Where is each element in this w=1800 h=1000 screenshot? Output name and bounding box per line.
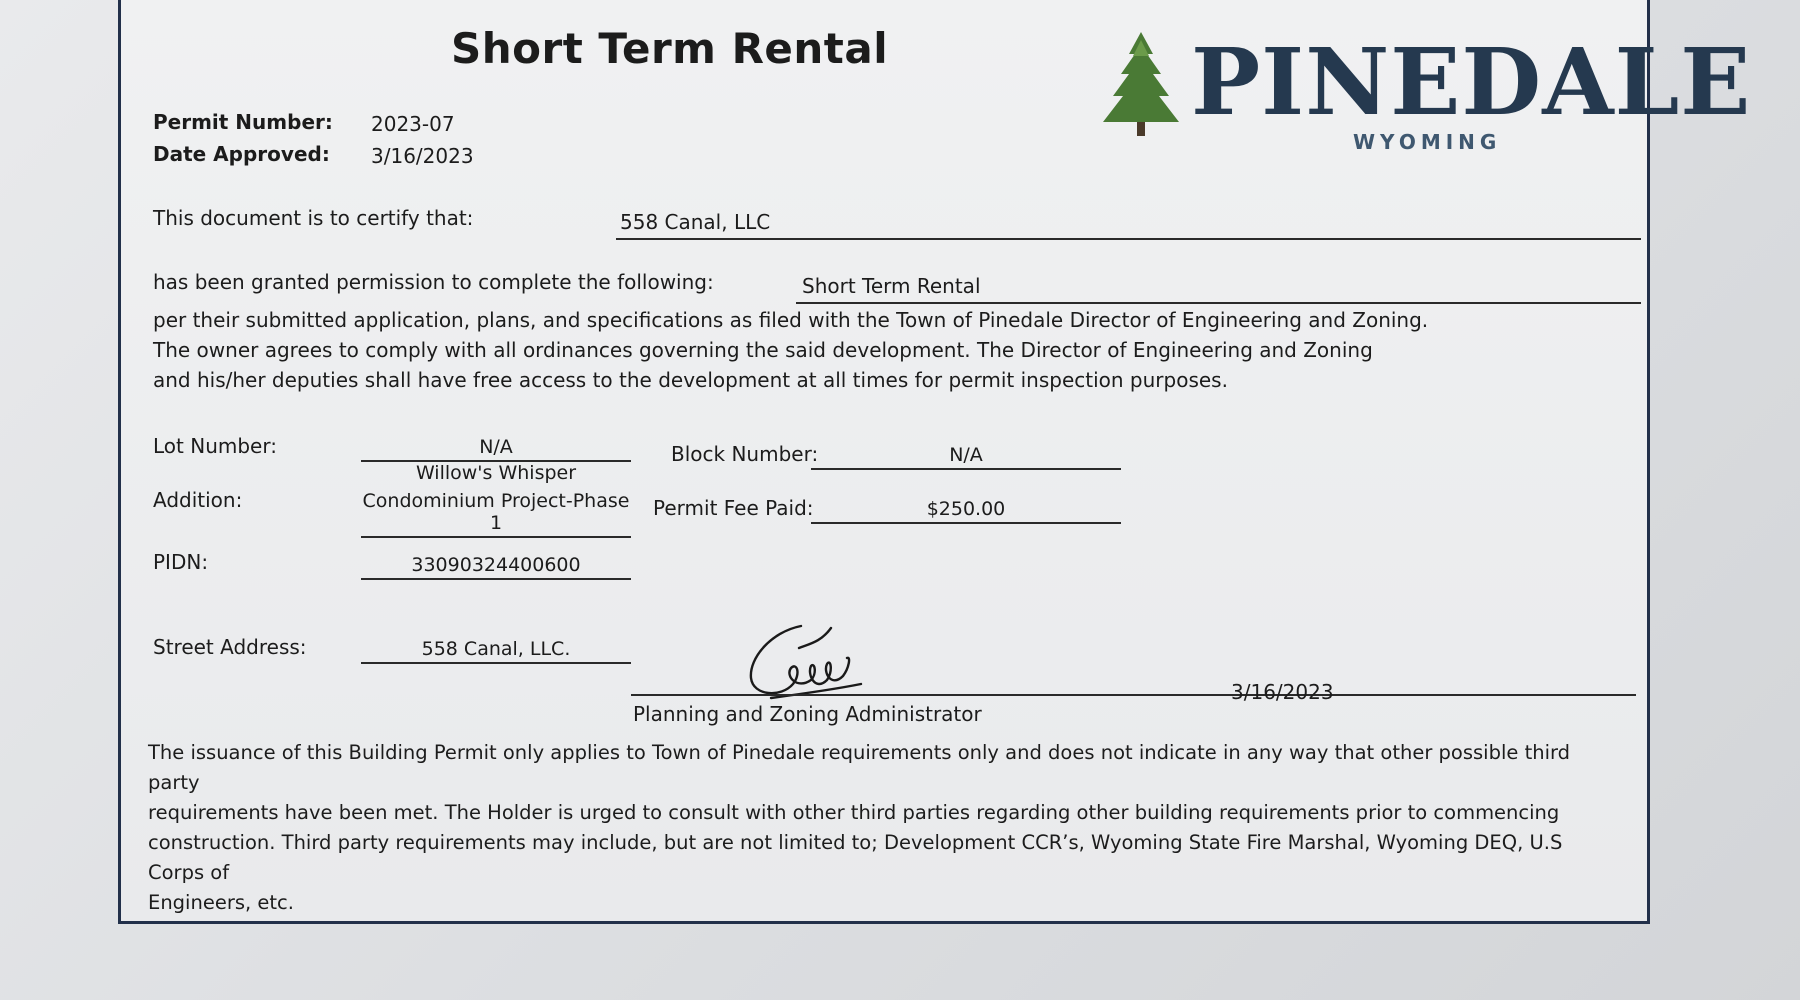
footer-line: construction. Third party requirements may include, but are not limited to; Development CCR’s, Wyoming State Fire Marshal, Wyoming DEQ, U.S Corps of [148, 831, 1563, 884]
pidn-value: 33090324400600 [361, 554, 631, 580]
granted-field [796, 270, 1641, 304]
logo-subtext: WYOMING [1353, 130, 1502, 154]
granted-label: has been granted permission to complete the following: [153, 270, 714, 294]
permit-document [118, 0, 1752, 924]
date-approved-label: Date Approved: [153, 142, 330, 166]
street-address-label: Street Address: [153, 635, 307, 659]
pidn-label: PIDN: [153, 550, 209, 574]
permit-fee-value: $250.00 [811, 498, 1121, 524]
lot-number-value: N/A [361, 436, 631, 462]
street-address-value: 558 Canal, LLC. [361, 638, 631, 664]
disclaimer-paragraph [148, 738, 1618, 918]
document-title: Short Term Rental [451, 24, 889, 73]
permit-number-label: Permit Number: [153, 110, 333, 134]
date-approved-value: 3/16/2023 [371, 144, 474, 168]
certify-label: This document is to certify that: [153, 206, 474, 230]
lot-number-label: Lot Number: [153, 434, 277, 458]
pinedale-logo [1091, 28, 1752, 160]
signature-title: Planning and Zoning Administrator [633, 702, 982, 726]
certify-value: 558 Canal, LLC [620, 210, 771, 234]
addition-value-line1: Willow's Whisper [415, 462, 577, 484]
footer-line: Engineers, etc. [148, 891, 294, 914]
block-number-label: Block Number: [671, 442, 819, 466]
footer-line: requirements have been met. The Holder is urged to consult with other third parties regarding other building requirements prior to commencing [148, 801, 1560, 824]
body-line: and his/her deputies shall have free access to the development at all times for permit inspection purposes. [153, 368, 1228, 392]
addition-value-line2: Condominium Project-Phase 1 [361, 490, 631, 538]
signature-date: 3/16/2023 [1231, 680, 1334, 704]
footer-line: The issuance of this Building Permit only applies to Town of Pinedale requirements only and does not indicate in any way that other possible third party [148, 741, 1571, 794]
permission-paragraph [153, 305, 1573, 395]
granted-value: Short Term Rental [802, 274, 981, 298]
body-line: The owner agrees to comply with all ordinances governing the said development. The Director of Engineering and Zoning [153, 338, 1373, 362]
pine-tree-icon [1091, 30, 1191, 140]
certify-field [616, 206, 1641, 240]
addition-label: Addition: [153, 488, 243, 512]
logo-wordmark: PINEDALE [1191, 28, 1752, 136]
block-number-value: N/A [811, 444, 1121, 470]
signature-line [631, 694, 1636, 696]
permit-fee-label: Permit Fee Paid: [653, 496, 814, 520]
permit-number-value: 2023-07 [371, 112, 455, 136]
body-line: per their submitted application, plans, and specifications as filed with the Town of Pinedale Director of Engineering and Zoning. [153, 308, 1429, 332]
